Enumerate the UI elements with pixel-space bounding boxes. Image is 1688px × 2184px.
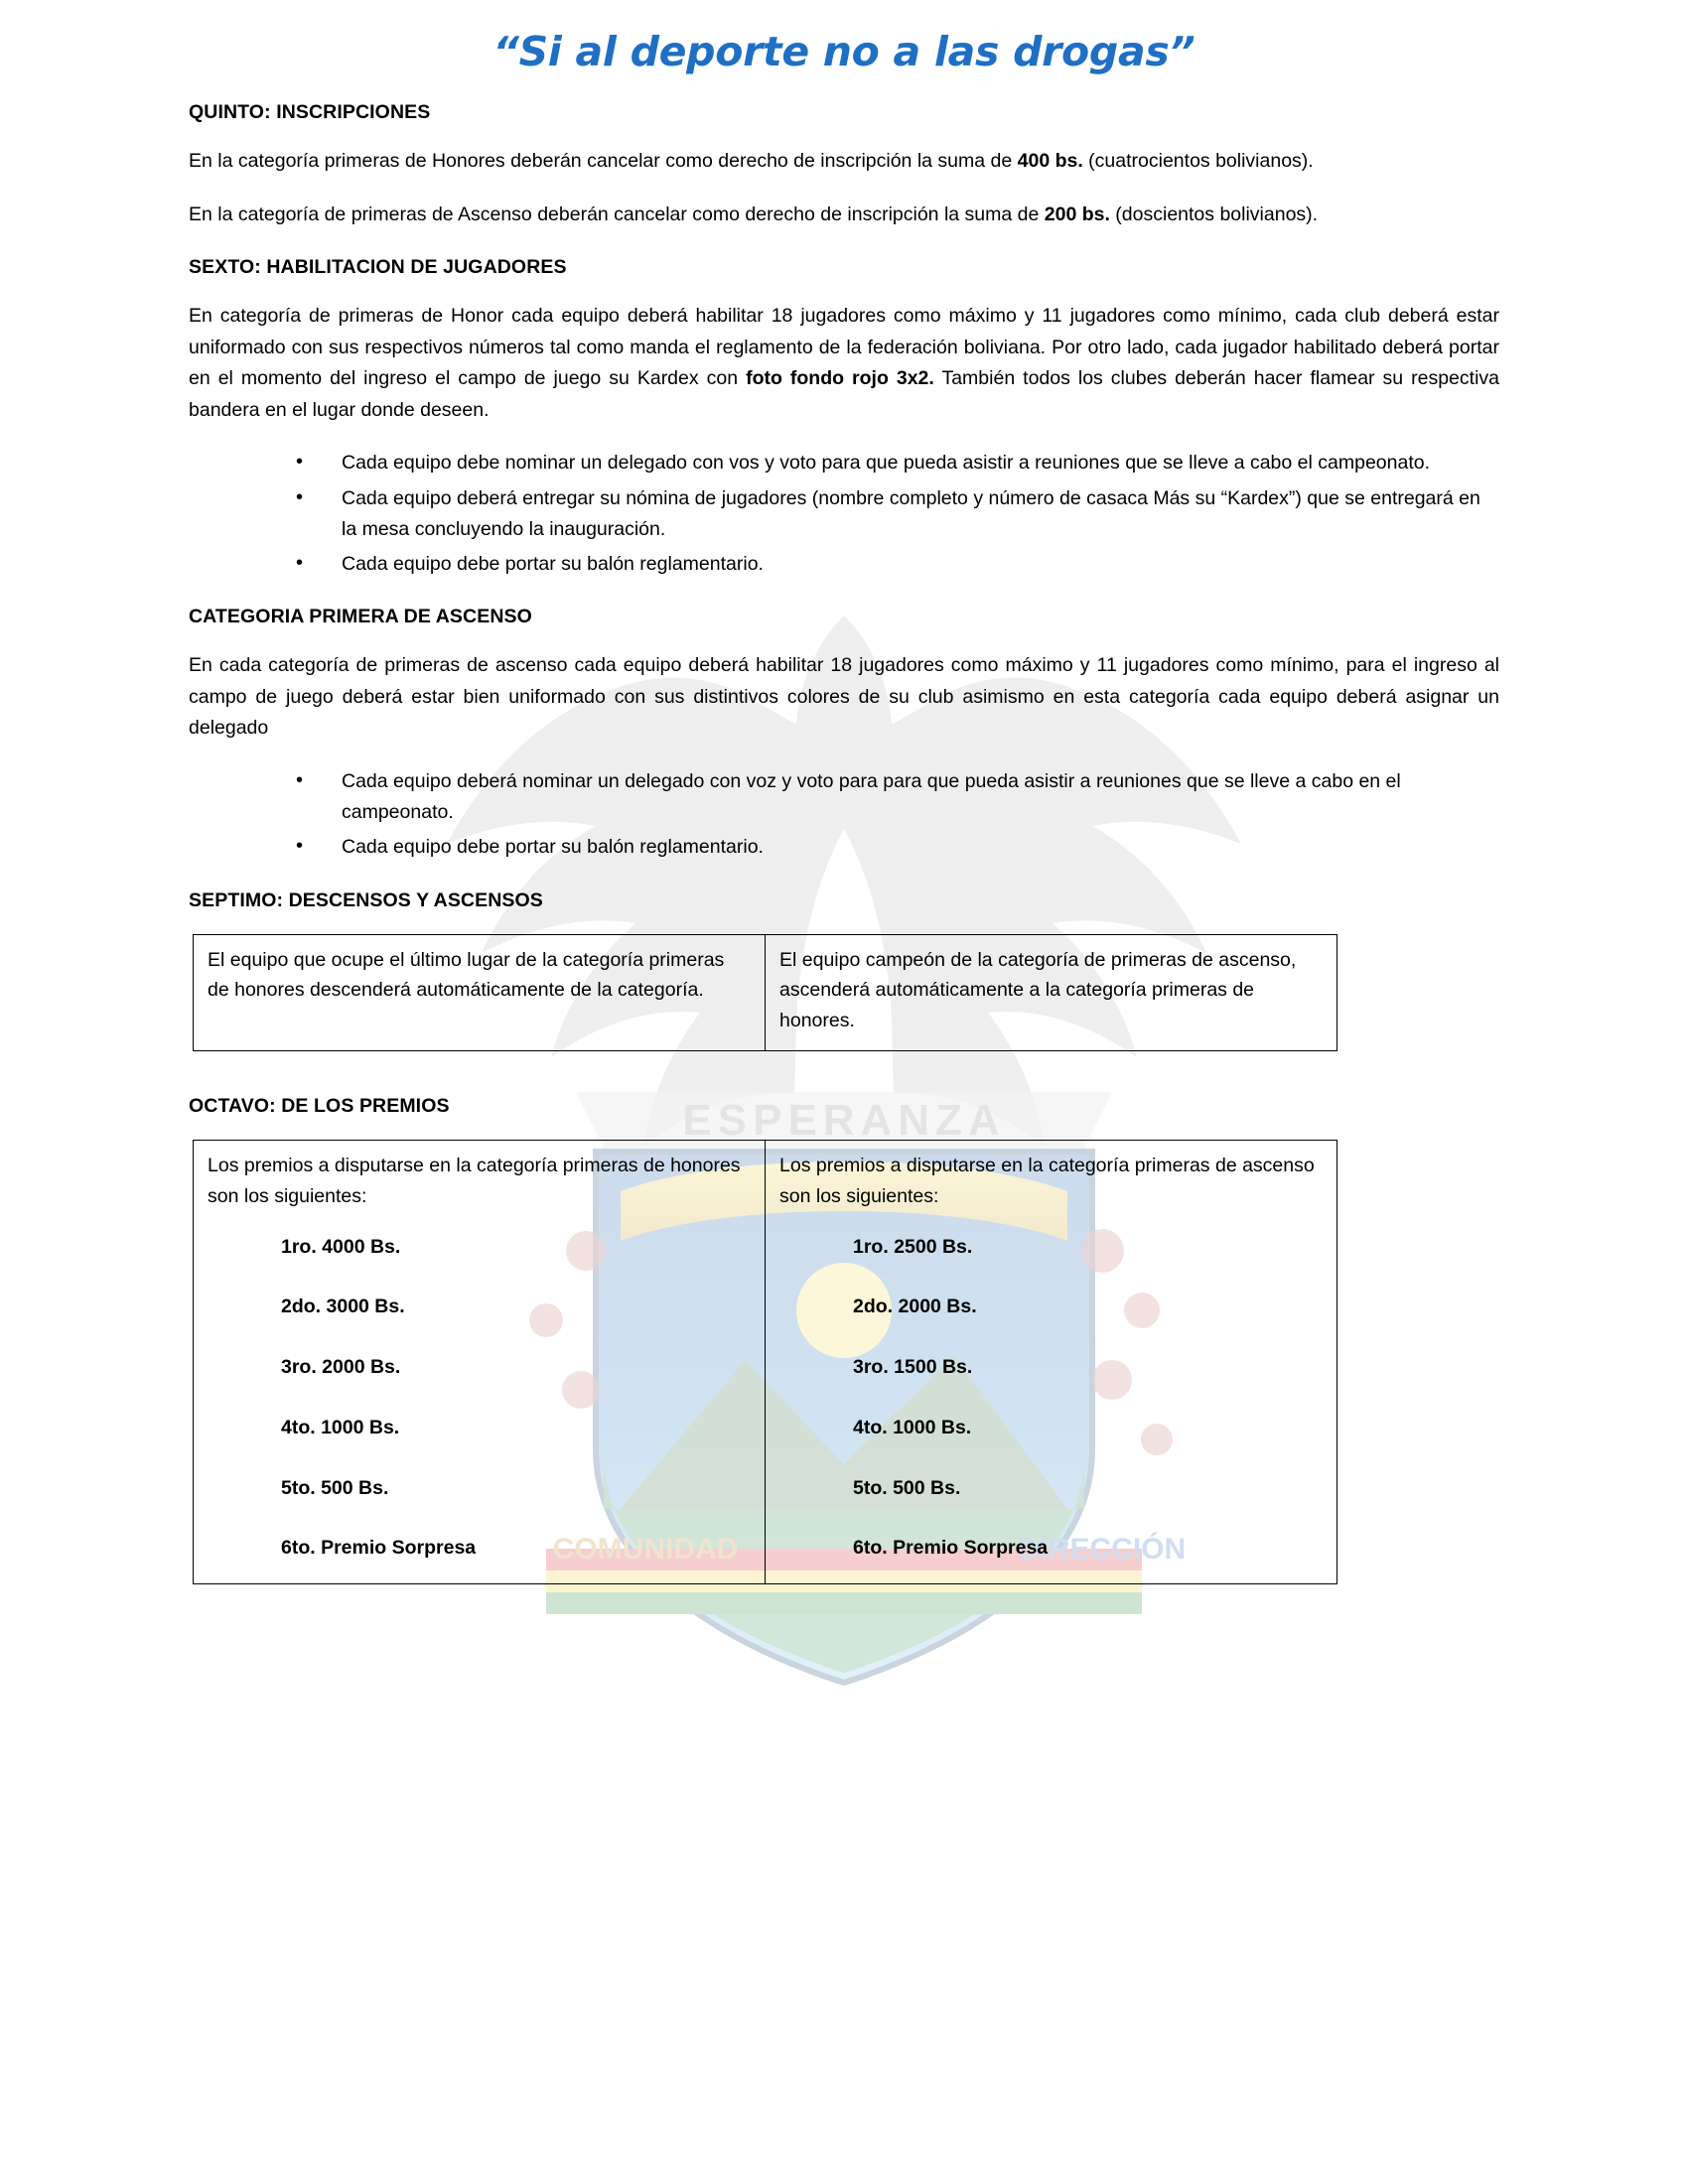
text-quinto-p1-c: (cuatrocientos bolivianos). (1082, 150, 1314, 172)
paragraph-quinto-honores (189, 146, 1499, 178)
text-sexto-c: También todos los clubes deberán hacer flamear su respectiva bandera en el lugar donde deseen. (189, 367, 1499, 421)
heading-sexto: SEXTO: HABILITACION DE JUGADORES (189, 256, 567, 279)
page-title: “Si al deporte no a las drogas” (492, 28, 1196, 75)
amount-ascenso: 200 bs. (1044, 203, 1110, 225)
crest-label-right: DIRECCIÓN (1018, 1533, 1187, 1566)
list-item: 1ro. 2500 Bs. (853, 1235, 973, 1258)
list-item: • Cada equipo debe portar su balón reglamentario. (296, 549, 1499, 580)
text-quinto-p2-a: En la categoría de primeras de Ascenso deberán cancelar como derecho de inscripción la suma de (189, 203, 1045, 225)
list-item: 5to. 500 Bs. (281, 1476, 389, 1499)
list-item: • Cada equipo deberá nominar un delegado con voz y voto para para que pueda asistir a reuniones que se lleve a cabo en el campeonato. (296, 766, 1499, 828)
heading-septimo: SEPTIMO: DESCENSOS Y ASCENSOS (189, 888, 543, 911)
bullet-list-sexto (189, 448, 1499, 580)
table-premios (193, 1140, 1337, 1584)
table-row (194, 1140, 1337, 1583)
heading-categoria-ascenso: CATEGORIA PRIMERA DE ASCENSO (189, 606, 532, 628)
bullet-list-ascenso (189, 766, 1499, 864)
cell-ascenso: El equipo campeón de la categoría de primeras de ascenso, ascenderá automáticamente a la categoría primeras de honores. (766, 934, 1337, 1050)
table-descensos-ascensos (193, 934, 1337, 1051)
text-sexto-a: En categoría de primeras de Honor cada equipo deberá habilitar 18 jugadores como máximo y 11 jugadores como mínimo, cada club deberá estar uniformado con sus respectivos números tal como manda el reglamento de la federación boliviana. Por otro lado, cada jugador habilitado deberá portar en el momento del ingreso el campo de juego su Kardex con (189, 305, 1499, 390)
list-item: • Cada equipo deberá entregar su nómina de jugadores (nombre completo y número de casaca Más su “Kardex”) que se entregará en la mesa concluyendo la inauguración. (296, 483, 1499, 545)
paragraph-categoria-ascenso: En cada categoría de primeras de ascenso cada equipo deberá habilitar 18 jugadores como máximo y 11 jugadores como mínimo, para el ingreso al campo de juego deberá estar bien uniformado con sus distintivos colores de su club asimismo en esta categoría cada equipo deberá asignar un delegado (189, 654, 1499, 740)
heading-quinto: QUINTO: INSCRIPCIONES (189, 101, 431, 123)
premios-ascenso-list (779, 1232, 1323, 1565)
list-item: • Cada equipo debe portar su balón reglamentario. (296, 832, 1499, 863)
list-item: 4to. 1000 Bs. (281, 1416, 400, 1438)
cell-premios-honores (194, 1140, 766, 1583)
paragraph-sexto (189, 301, 1499, 426)
kardex-photo-spec: foto fondo rojo 3x2. (746, 367, 934, 390)
list-item: 2do. 2000 Bs. (853, 1296, 977, 1318)
heading-octavo: OCTAVO: DE LOS PREMIOS (189, 1094, 450, 1117)
text-quinto-p1-a: En la categoría primeras de Honores deberán cancelar como derecho de inscripción la suma de (189, 150, 1018, 172)
list-item: 4to. 1000 Bs. (853, 1416, 972, 1438)
list-item: 2do. 3000 Bs. (281, 1296, 405, 1318)
cell-descenso: El equipo que ocupe el último lugar de la categoría primeras de honores descenderá automáticamente de la categoría. (194, 934, 766, 1050)
list-item: 6to. Premio Sorpresa (281, 1537, 477, 1560)
cell-premios-ascenso (766, 1140, 1337, 1583)
list-item: 1ro. 4000 Bs. (281, 1235, 401, 1258)
list-item: 6to. Premio Sorpresa (853, 1537, 1049, 1560)
premios-honores-header: Los premios a disputarse en la categoría primeras de honores son los siguientes: (208, 1154, 741, 1207)
list-item: • Cada equipo debe nominar un delegado con vos y voto para que pueda asistir a reuniones que se lleve a cabo el campeonato. (296, 448, 1499, 478)
list-item: 3ro. 1500 Bs. (853, 1356, 973, 1379)
text-quinto-p2-c: (doscientos bolivianos). (1109, 203, 1319, 225)
paragraph-quinto-ascenso (189, 200, 1499, 231)
premios-ascenso-header: Los premios a disputarse en la categoría primeras de ascenso son los siguientes: (779, 1154, 1315, 1207)
crest-motto: ESPERANZA (682, 1096, 1006, 1145)
amount-honores: 400 bs. (1017, 150, 1083, 172)
list-item: 5to. 500 Bs. (853, 1476, 961, 1499)
premios-honores-list (208, 1232, 751, 1565)
list-item: 3ro. 2000 Bs. (281, 1356, 401, 1379)
crest-label-left: COMUNIDAD (552, 1533, 739, 1566)
table-row (194, 934, 1337, 1050)
